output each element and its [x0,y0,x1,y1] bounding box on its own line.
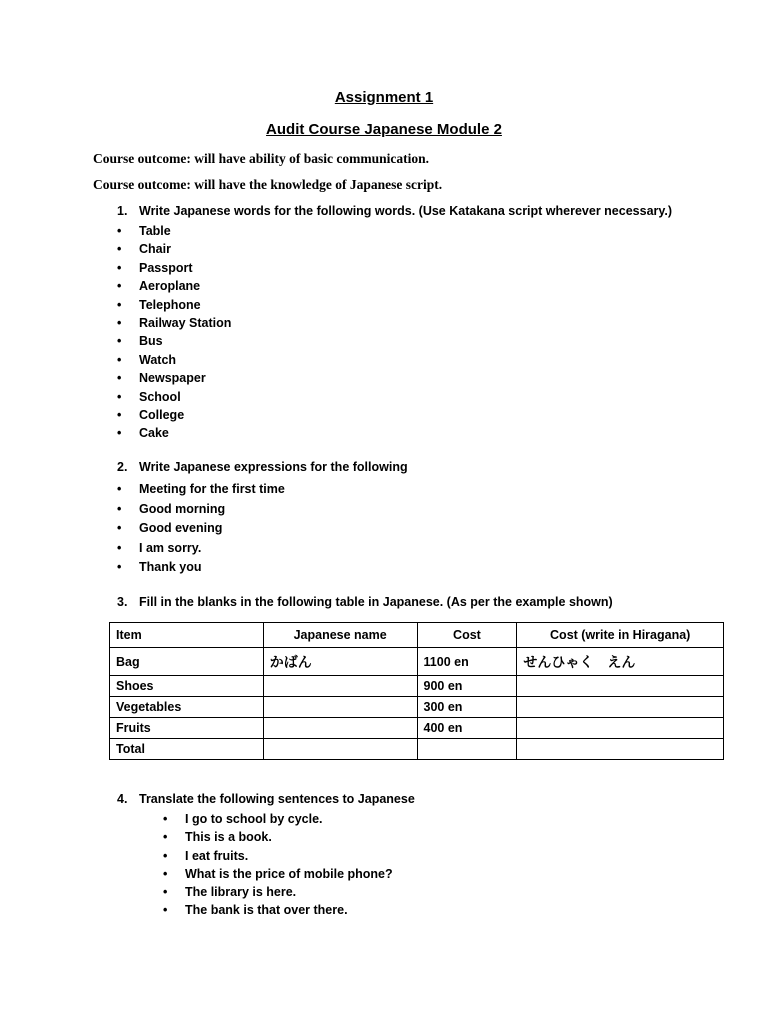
table-header-item: Item [110,623,264,648]
question-4-sentence-list [163,810,393,920]
assignment-title: Assignment 1 [334,89,434,106]
list-item: • Bus [117,332,231,350]
list-item: • I eat fruits. [163,847,393,865]
list-item: • Good evening [117,519,285,539]
table-cell: Fruits [110,718,264,739]
cost-table [109,622,724,760]
question-3 [117,595,613,609]
course-outcome-1: Course outcome: will have ability of basic communication. [93,151,429,166]
question-4-number: 4. [117,792,128,806]
question-1-text: Write Japanese words for the following words. (Use Katakana script wherever necessary.) [139,204,673,218]
question-2-expression-list [117,480,285,578]
table-cell[interactable] [417,739,517,760]
table-cell: Shoes [110,676,264,697]
table-cell[interactable] [517,739,724,760]
list-item: • Newspaper [117,369,231,387]
list-item: • Watch [117,351,231,369]
table-cell: Total [110,739,264,760]
table-row [110,718,724,739]
list-item: • I go to school by cycle. [163,810,393,828]
list-item: • Thank you [117,558,285,578]
list-item: • The library is here. [163,883,393,901]
table-cell[interactable] [517,718,724,739]
list-item: • School [117,388,231,406]
question-4 [117,792,415,806]
table-cell[interactable] [263,676,417,697]
question-3-text: Fill in the blanks in the following table in Japanese. (As per the example shown) [139,595,613,609]
table-row [110,739,724,760]
list-item: • Good morning [117,500,285,520]
table-row [110,648,724,676]
table-cell[interactable] [263,718,417,739]
list-item: • Chair [117,240,231,258]
table-row [110,676,724,697]
table-cell: 1100 en [417,648,517,676]
table-cell: Bag [110,648,264,676]
table-cell: 300 en [417,697,517,718]
list-item: • Meeting for the first time [117,480,285,500]
question-1-word-list [117,222,231,443]
table-cell[interactable] [517,697,724,718]
table-cell: Vegetables [110,697,264,718]
table-cell[interactable] [263,739,417,760]
table-cell: 400 en [417,718,517,739]
list-item: • Cake [117,424,231,442]
table-header-row [110,623,724,648]
question-1 [117,204,672,218]
question-3-number: 3. [117,595,128,609]
list-item: • Table [117,222,231,240]
course-outcome-2: Course outcome: will have the knowledge of Japanese script. [93,177,443,192]
list-item: • This is a book. [163,828,393,846]
list-item: • Aeroplane [117,277,231,295]
table-row [110,697,724,718]
table-header-japanese-name: Japanese name [263,623,417,648]
course-title: Audit Course Japanese Module 2 [266,121,502,138]
question-2-number: 2. [117,460,128,474]
table-cell[interactable] [263,697,417,718]
list-item: • College [117,406,231,424]
table-header-cost-hiragana: Cost (write in Hiragana) [517,623,724,648]
question-2 [117,460,408,474]
table-cell[interactable] [517,676,724,697]
question-4-text: Translate the following sentences to Japanese [139,792,415,806]
table-cell: せんひゃく えん [517,648,724,676]
list-item: • I am sorry. [117,539,285,559]
table-cell: かばん [263,648,417,676]
question-2-text: Write Japanese expressions for the following [139,460,408,474]
table-cell: 900 en [417,676,517,697]
table-header-cost: Cost [417,623,517,648]
list-item: • Railway Station [117,314,231,332]
list-item: • Telephone [117,296,231,314]
list-item: • The bank is that over there. [163,901,393,919]
question-1-number: 1. [117,204,128,218]
list-item: • Passport [117,259,231,277]
list-item: • What is the price of mobile phone? [163,865,393,883]
